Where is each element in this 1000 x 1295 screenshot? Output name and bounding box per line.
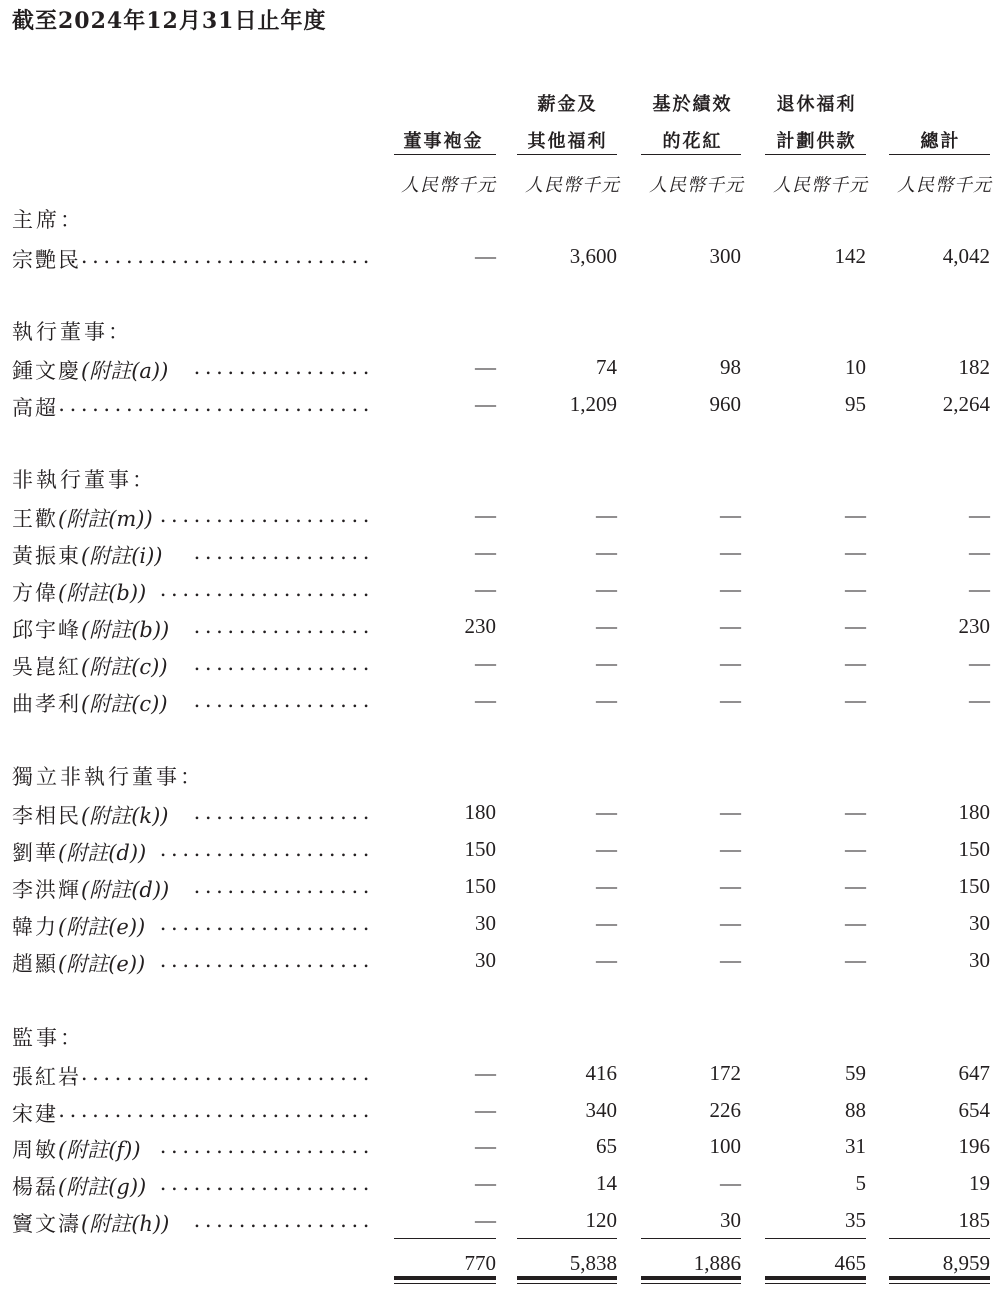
leader-dots: ................... bbox=[159, 577, 374, 601]
cell-value: — bbox=[845, 614, 866, 638]
person-name: 趙顯 bbox=[12, 952, 58, 976]
section-heading: 執行董事： bbox=[12, 320, 132, 344]
cell-value: 150 bbox=[464, 874, 496, 898]
leader-dots: ................... bbox=[159, 1134, 374, 1158]
section-heading: 獨立非執行董事： bbox=[12, 765, 204, 789]
cell-value: 1,209 bbox=[569, 392, 617, 416]
cell-value: 3,600 bbox=[569, 244, 617, 268]
cell-value: 150 bbox=[958, 874, 990, 898]
cell-value: 30 bbox=[475, 948, 496, 972]
footnote-reference: (附註(i)) bbox=[81, 544, 163, 568]
subtotal-rule bbox=[889, 1238, 990, 1239]
person-name: 邱宇峰 bbox=[12, 618, 81, 642]
cell-value: — bbox=[969, 540, 990, 564]
page-title: 截至2024年12月31日止年度 bbox=[12, 8, 327, 34]
cell-value: — bbox=[596, 948, 617, 972]
person-name: 曲孝利 bbox=[12, 692, 81, 716]
cell-value: — bbox=[845, 577, 866, 601]
footnote-reference: (附註(m)) bbox=[58, 507, 153, 531]
column-header-line1: 退休福利 bbox=[776, 94, 857, 115]
cell-value: — bbox=[475, 1208, 496, 1232]
row-label bbox=[12, 1171, 146, 1201]
cell-value: 5 bbox=[855, 1171, 866, 1195]
cell-value: — bbox=[475, 688, 496, 712]
total-double-rule bbox=[889, 1276, 990, 1284]
cell-value: — bbox=[720, 874, 741, 898]
cell-value: — bbox=[596, 651, 617, 675]
cell-value: — bbox=[720, 503, 741, 527]
leader-dots: ................ bbox=[193, 1208, 374, 1232]
cell-value: 142 bbox=[834, 244, 866, 268]
leader-dots: ................ bbox=[193, 355, 374, 379]
row-label bbox=[12, 540, 163, 570]
row-label bbox=[12, 688, 168, 718]
column-header-line2: 董事袍金 bbox=[403, 131, 484, 152]
subtotal-rule bbox=[641, 1238, 741, 1239]
cell-value: 88 bbox=[845, 1098, 866, 1122]
cell-value: — bbox=[720, 948, 741, 972]
person-name: 劉華 bbox=[12, 841, 58, 865]
cell-value: — bbox=[720, 577, 741, 601]
unit-label: 人民幣千元 bbox=[649, 175, 744, 196]
cell-value: — bbox=[475, 1098, 496, 1122]
cell-value: 182 bbox=[958, 355, 990, 379]
cell-value: — bbox=[845, 688, 866, 712]
person-name: 周敏 bbox=[12, 1138, 58, 1162]
column-header-line2: 的花紅 bbox=[662, 131, 723, 152]
footnote-reference: (附註(f)) bbox=[58, 1138, 141, 1162]
cell-value: 10 bbox=[845, 355, 866, 379]
table-row bbox=[0, 355, 1000, 389]
table-row bbox=[0, 800, 1000, 834]
cell-value: 74 bbox=[596, 355, 617, 379]
cell-value: — bbox=[596, 540, 617, 564]
table-row bbox=[0, 244, 1000, 278]
cell-value: 180 bbox=[464, 800, 496, 824]
footnote-reference: (附註(b)) bbox=[58, 581, 147, 605]
footnote-reference: (附註(h)) bbox=[81, 1212, 170, 1236]
total-value: 1,886 bbox=[693, 1251, 741, 1275]
cell-value: — bbox=[596, 577, 617, 601]
total-double-rule bbox=[394, 1276, 496, 1284]
cell-value: 230 bbox=[958, 614, 990, 638]
total-value: 770 bbox=[464, 1251, 496, 1275]
person-name: 黃振東 bbox=[12, 544, 81, 568]
unit-label: 人民幣千元 bbox=[773, 175, 868, 196]
row-label bbox=[12, 1134, 141, 1164]
footnote-reference: (附註(d)) bbox=[81, 878, 170, 902]
unit-label: 人民幣千元 bbox=[525, 175, 620, 196]
section-heading: 主席： bbox=[12, 208, 84, 232]
row-label bbox=[12, 800, 169, 830]
leader-dots: ................... bbox=[159, 948, 374, 972]
total-double-rule bbox=[765, 1276, 866, 1284]
cell-value: 35 bbox=[845, 1208, 866, 1232]
cell-value: — bbox=[475, 577, 496, 601]
cell-value: 300 bbox=[709, 244, 741, 268]
cell-value: 180 bbox=[958, 800, 990, 824]
row-label bbox=[12, 874, 169, 904]
cell-value: — bbox=[969, 651, 990, 675]
cell-value: 14 bbox=[596, 1171, 617, 1195]
cell-value: — bbox=[845, 503, 866, 527]
cell-value: 150 bbox=[464, 837, 496, 861]
row-label bbox=[12, 948, 145, 978]
table-row bbox=[0, 503, 1000, 537]
cell-value: 120 bbox=[585, 1208, 617, 1232]
cell-value: — bbox=[720, 614, 741, 638]
total-double-rule bbox=[641, 1276, 741, 1284]
cell-value: — bbox=[969, 688, 990, 712]
cell-value: 30 bbox=[969, 948, 990, 972]
cell-value: 30 bbox=[475, 911, 496, 935]
header-rule bbox=[889, 154, 990, 155]
leader-dots: ................ bbox=[193, 540, 374, 564]
cell-value: — bbox=[596, 837, 617, 861]
cell-value: 30 bbox=[969, 911, 990, 935]
cell-value: 654 bbox=[958, 1098, 990, 1122]
person-name: 楊磊 bbox=[12, 1175, 58, 1199]
leader-dots: ................... bbox=[159, 503, 374, 527]
total-double-rule bbox=[517, 1276, 617, 1284]
footnote-reference: (附註(d)) bbox=[58, 841, 147, 865]
table-row bbox=[0, 688, 1000, 722]
cell-value: — bbox=[596, 874, 617, 898]
table-row bbox=[0, 1098, 1000, 1132]
subtotal-rule bbox=[765, 1238, 866, 1239]
column-header-line1: 薪金及 bbox=[537, 94, 598, 115]
cell-value: — bbox=[720, 911, 741, 935]
cell-value: — bbox=[845, 837, 866, 861]
unit-label: 人民幣千元 bbox=[401, 175, 496, 196]
cell-value: — bbox=[720, 1171, 741, 1195]
cell-value: — bbox=[596, 688, 617, 712]
cell-value: — bbox=[596, 800, 617, 824]
cell-value: 172 bbox=[709, 1061, 741, 1085]
cell-value: — bbox=[596, 911, 617, 935]
table-row bbox=[0, 1061, 1000, 1095]
row-label bbox=[12, 837, 146, 867]
cell-value: 100 bbox=[709, 1134, 741, 1158]
header-rule bbox=[641, 154, 741, 155]
cell-value: — bbox=[720, 651, 741, 675]
person-name: 王歡 bbox=[12, 507, 58, 531]
leader-dots: ........................... bbox=[69, 244, 374, 268]
person-name: 方偉 bbox=[12, 581, 58, 605]
cell-value: — bbox=[969, 577, 990, 601]
subtotal-rule bbox=[394, 1238, 496, 1239]
cell-value: 31 bbox=[845, 1134, 866, 1158]
cell-value: — bbox=[720, 837, 741, 861]
person-name: 李洪輝 bbox=[12, 878, 81, 902]
row-label bbox=[12, 503, 153, 533]
cell-value: 196 bbox=[958, 1134, 990, 1158]
cell-value: 340 bbox=[585, 1098, 617, 1122]
column-header-line2: 其他福利 bbox=[527, 131, 608, 152]
column-header-line2: 總計 bbox=[920, 131, 961, 152]
cell-value: — bbox=[845, 874, 866, 898]
person-name: 宗艷民 bbox=[12, 248, 81, 272]
cell-value: — bbox=[720, 800, 741, 824]
person-name: 竇文濤 bbox=[12, 1212, 81, 1236]
cell-value: — bbox=[596, 614, 617, 638]
column-header-line1: 基於績效 bbox=[652, 94, 733, 115]
cell-value: 98 bbox=[720, 355, 741, 379]
cell-value: — bbox=[720, 688, 741, 712]
cell-value: — bbox=[845, 911, 866, 935]
footnote-reference: (附註(e)) bbox=[58, 952, 146, 976]
cell-value: — bbox=[475, 1134, 496, 1158]
cell-value: — bbox=[475, 503, 496, 527]
cell-value: — bbox=[475, 540, 496, 564]
table-row bbox=[0, 837, 1000, 871]
table-row bbox=[0, 392, 1000, 426]
cell-value: 65 bbox=[596, 1134, 617, 1158]
cell-value: 95 bbox=[845, 392, 866, 416]
footnote-reference: (附註(e)) bbox=[58, 915, 146, 939]
leader-dots: ............................. bbox=[47, 1098, 374, 1122]
total-value: 465 bbox=[834, 1251, 866, 1275]
row-label bbox=[12, 614, 169, 644]
cell-value: — bbox=[596, 503, 617, 527]
header-rule bbox=[394, 154, 496, 155]
table-row bbox=[0, 577, 1000, 611]
cell-value: — bbox=[845, 651, 866, 675]
table-row bbox=[0, 1208, 1000, 1242]
cell-value: — bbox=[475, 1171, 496, 1195]
leader-dots: ................ bbox=[193, 688, 374, 712]
cell-value: 4,042 bbox=[942, 244, 990, 268]
table-row bbox=[0, 1134, 1000, 1168]
subtotal-rule bbox=[517, 1238, 617, 1239]
leader-dots: ................ bbox=[193, 800, 374, 824]
cell-value: — bbox=[720, 540, 741, 564]
section-heading: 非執行董事： bbox=[12, 468, 156, 492]
cell-value: 226 bbox=[709, 1098, 741, 1122]
leader-dots: ........................... bbox=[69, 1061, 374, 1085]
cell-value: 30 bbox=[720, 1208, 741, 1232]
section-heading: 監事： bbox=[12, 1026, 84, 1050]
cell-value: — bbox=[475, 1061, 496, 1085]
cell-value: — bbox=[845, 540, 866, 564]
cell-value: — bbox=[475, 651, 496, 675]
person-name: 吳崑紅 bbox=[12, 655, 81, 679]
cell-value: — bbox=[845, 800, 866, 824]
row-label bbox=[12, 355, 168, 385]
person-name: 高超 bbox=[12, 396, 58, 420]
leader-dots: ................ bbox=[193, 651, 374, 675]
cell-value: 185 bbox=[958, 1208, 990, 1232]
total-value: 5,838 bbox=[569, 1251, 617, 1275]
leader-dots: ................ bbox=[193, 614, 374, 638]
cell-value: — bbox=[475, 244, 496, 268]
footnote-reference: (附註(g)) bbox=[58, 1175, 147, 1199]
table-row bbox=[0, 948, 1000, 982]
footnote-reference: (附註(c)) bbox=[81, 655, 168, 679]
person-name: 鍾文慶 bbox=[12, 359, 81, 383]
column-header-line2: 計劃供款 bbox=[776, 131, 857, 152]
cell-value: 230 bbox=[464, 614, 496, 638]
person-name: 李相民 bbox=[12, 804, 81, 828]
leader-dots: ................ bbox=[193, 874, 374, 898]
leader-dots: ................... bbox=[159, 1171, 374, 1195]
person-name: 張紅岩 bbox=[12, 1065, 81, 1089]
leader-dots: ................... bbox=[159, 911, 374, 935]
person-name: 韓力 bbox=[12, 915, 58, 939]
header-rule bbox=[765, 154, 866, 155]
table-row bbox=[0, 1171, 1000, 1205]
table-row bbox=[0, 874, 1000, 908]
header-rule bbox=[517, 154, 617, 155]
footnote-reference: (附註(c)) bbox=[81, 692, 168, 716]
cell-value: 416 bbox=[585, 1061, 617, 1085]
total-value: 8,959 bbox=[942, 1251, 990, 1275]
cell-value: 59 bbox=[845, 1061, 866, 1085]
cell-value: 960 bbox=[709, 392, 741, 416]
table-row bbox=[0, 540, 1000, 574]
unit-label: 人民幣千元 bbox=[897, 175, 992, 196]
person-name: 宋建 bbox=[12, 1102, 58, 1126]
leader-dots: ............................. bbox=[47, 392, 374, 416]
row-label bbox=[12, 911, 145, 941]
footnote-reference: (附註(a)) bbox=[81, 359, 169, 383]
leader-dots: ................... bbox=[159, 837, 374, 861]
cell-value: — bbox=[475, 355, 496, 379]
row-label bbox=[12, 577, 146, 607]
cell-value: 647 bbox=[958, 1061, 990, 1085]
cell-value: — bbox=[475, 392, 496, 416]
row-label bbox=[12, 651, 168, 681]
cell-value: 150 bbox=[958, 837, 990, 861]
row-label bbox=[12, 1208, 169, 1238]
cell-value: 19 bbox=[969, 1171, 990, 1195]
table-row bbox=[0, 614, 1000, 648]
cell-value: — bbox=[845, 948, 866, 972]
footnote-reference: (附註(k)) bbox=[81, 804, 169, 828]
cell-value: 2,264 bbox=[942, 392, 990, 416]
cell-value: — bbox=[969, 503, 990, 527]
footnote-reference: (附註(b)) bbox=[81, 618, 170, 642]
table-row bbox=[0, 911, 1000, 945]
table-row bbox=[0, 651, 1000, 685]
